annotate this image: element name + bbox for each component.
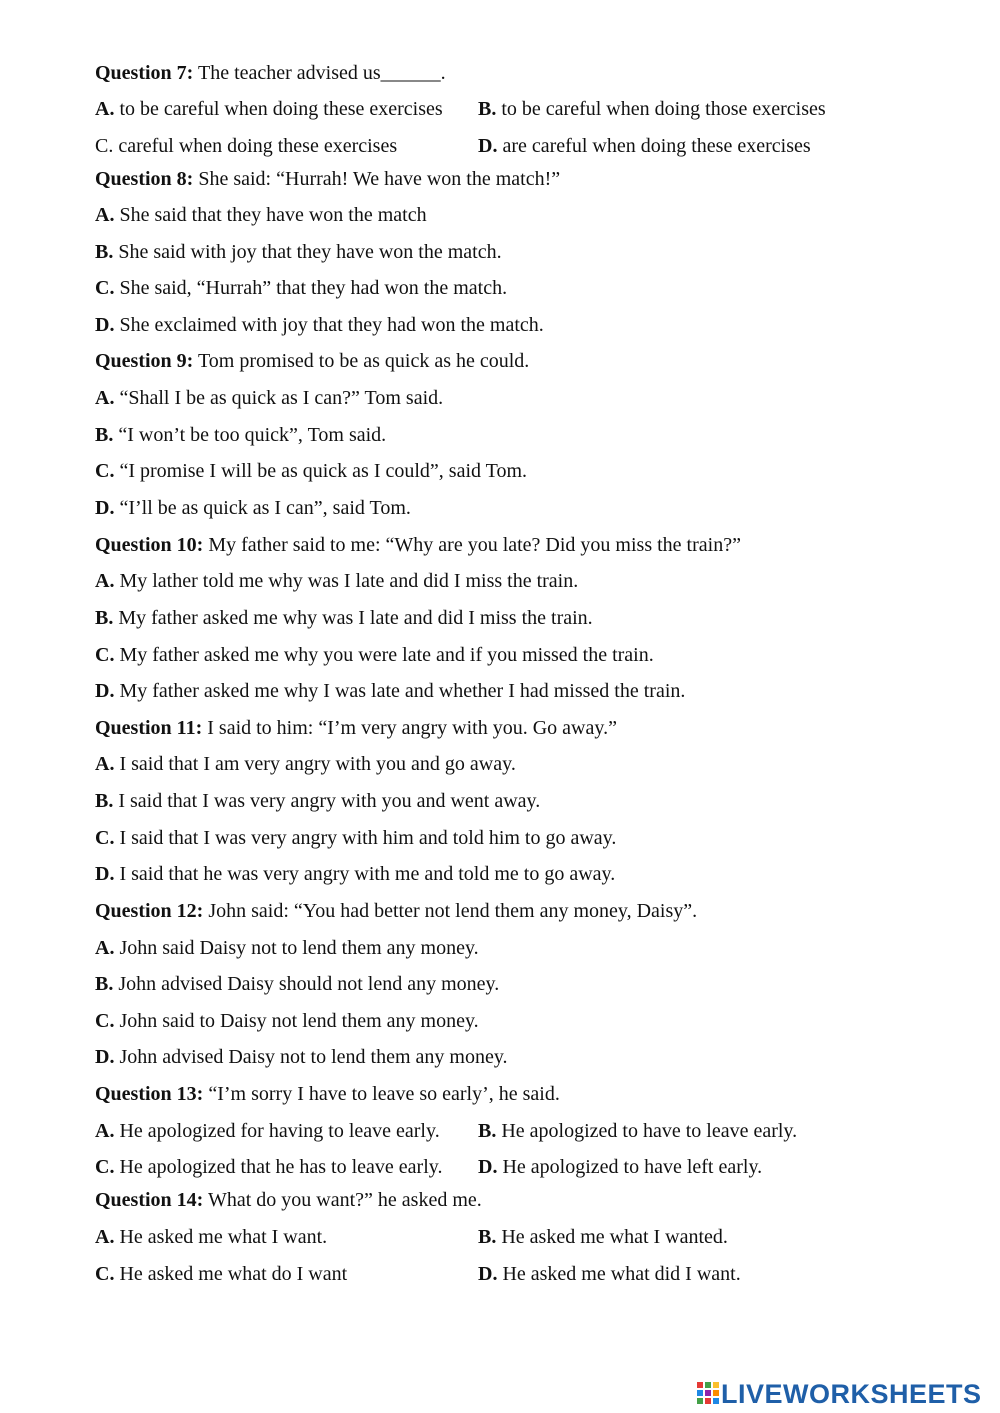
question-14 [95,1188,482,1212]
option-9a[interactable]: A. “Shall I be as quick as I can?” Tom said. [95,387,444,409]
question-stem: John said: “You had better not lend them any money, Daisy”. [208,900,698,922]
option-10c[interactable]: C. My father asked me why you were late and if you missed the train. [95,644,654,666]
question-7 [95,61,446,85]
question-label: Question 7: [95,62,194,84]
option-8d[interactable]: D. She exclaimed with joy that they had won the match. [95,314,544,336]
option-11a[interactable]: A. I said that I am very angry with you and go away. [95,753,516,775]
option-10b[interactable]: B. My father asked me why was I late and did I miss the train. [95,607,593,629]
option-8c[interactable]: C. She said, “Hurrah” that they had won the match. [95,277,508,299]
question-label: Question 10: [95,534,204,556]
question-stem: What do you want?” he asked me. [207,1189,482,1211]
question-stem: I said to him: “I’m very angry with you. Go away.” [207,717,617,739]
option-11d[interactable]: D. I said that he was very angry with me and told me to go away. [95,863,616,885]
option-9b[interactable]: B. “I won’t be too quick”, Tom said. [95,424,387,446]
question-label: Question 13: [95,1083,204,1105]
liveworksheets-logo [697,1378,982,1410]
question-stem: My father said to me: “Why are you late? Did you miss the train?” [208,534,741,556]
liveworksheets-icon [697,1382,719,1406]
option-7a[interactable]: A. to be careful when doing these exercises [95,98,443,120]
question-9 [95,349,529,373]
question-11 [95,716,617,740]
question-label: Question 12: [95,900,204,922]
option-12c[interactable]: C. John said to Daisy not lend them any money. [95,1010,479,1032]
question-12 [95,899,697,923]
question-stem: “I’m sorry I have to leave so early’, he said. [208,1083,560,1105]
question-stem: Tom promised to be as quick as he could. [197,350,530,372]
option-7c[interactable]: C. careful when doing these exercises [95,135,398,157]
question-8 [95,167,560,191]
question-label: Question 11: [95,717,203,739]
option-13b[interactable]: B. He apologized to have to leave early. [478,1120,798,1142]
option-13a[interactable]: A. He apologized for having to leave early. [95,1120,440,1142]
option-7b[interactable]: B. to be careful when doing those exercises [478,98,826,120]
option-12a[interactable]: A. John said Daisy not to lend them any money. [95,937,479,959]
option-9c[interactable]: C. “I promise I will be as quick as I could”, said Tom. [95,460,528,482]
question-13 [95,1082,560,1106]
option-12d[interactable]: D. John advised Daisy not to lend them any money. [95,1046,508,1068]
option-11c[interactable]: C. I said that I was very angry with him and told him to go away. [95,827,617,849]
option-8b[interactable]: B. She said with joy that they have won the match. [95,241,502,263]
option-14a[interactable]: A. He asked me what I want. [95,1226,328,1248]
option-9d[interactable]: D. “I’ll be as quick as I can”, said Tom. [95,497,411,519]
option-13c[interactable]: C. He apologized that he has to leave early. [95,1156,443,1178]
option-10a[interactable]: A. My lather told me why was I late and did I miss the train. [95,570,579,592]
question-label: Question 9: [95,350,194,372]
option-14b[interactable]: B. He asked me what I wanted. [478,1226,728,1248]
option-7d[interactable]: D. are careful when doing these exercises [478,135,811,157]
option-13d[interactable]: D. He apologized to have left early. [478,1156,763,1178]
question-10 [95,533,741,557]
option-12b[interactable]: B. John advised Daisy should not lend any money. [95,973,500,995]
option-14c[interactable]: C. He asked me what do I want [95,1263,348,1285]
question-label: Question 14: [95,1189,204,1211]
option-14d[interactable]: D. He asked me what did I want. [478,1263,741,1285]
question-label: Question 8: [95,168,194,190]
question-stem: She said: “Hurrah! We have won the match!” [198,168,561,190]
question-stem: The teacher advised us______. [197,62,446,84]
option-8a[interactable]: A. She said that they have won the match [95,204,427,226]
brand-text: LIVEWORKSHEETS [721,1378,982,1409]
option-10d[interactable]: D. My father asked me why I was late and whether I had missed the train. [95,680,686,702]
option-11b[interactable]: B. I said that I was very angry with you and went away. [95,790,541,812]
